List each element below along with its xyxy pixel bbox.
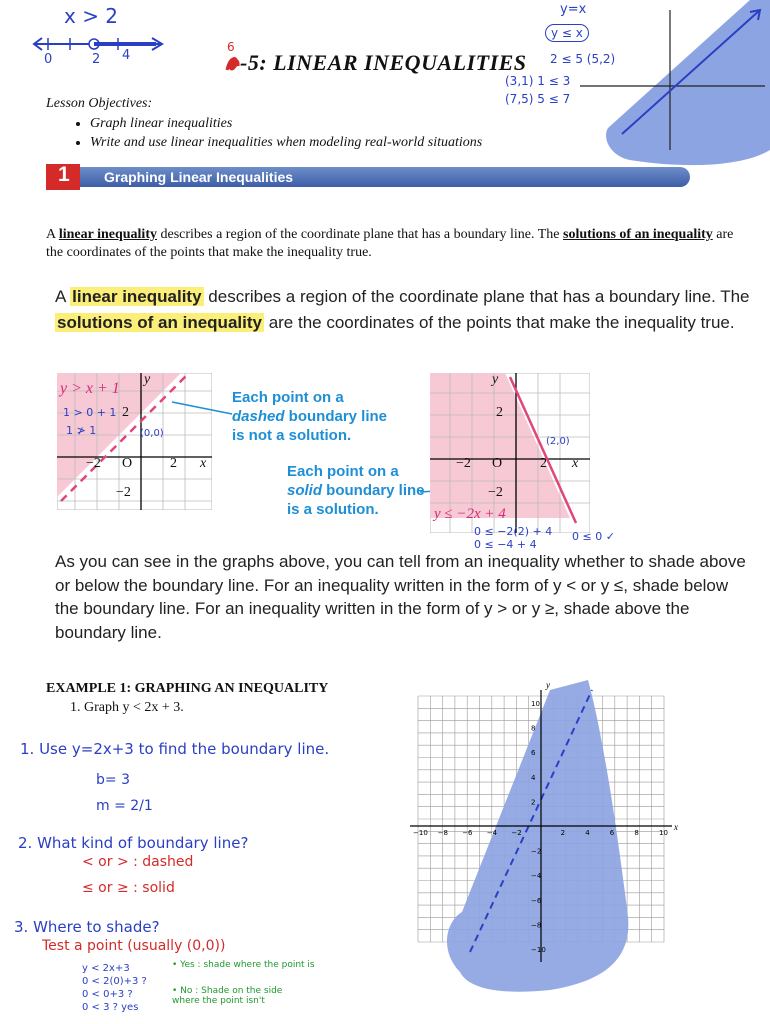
banner-number: 1	[58, 163, 70, 186]
graph1-note: 1 > 0 + 1	[63, 406, 117, 419]
graph1-xtick-2: 2	[170, 456, 177, 471]
graph1-note: 1 ≯ 1	[66, 424, 97, 437]
page-title: -5: LINEAR INEQUALITIES	[240, 50, 527, 75]
hand-dashed: < or > : dashed	[82, 854, 194, 870]
hand-step1: 1. Use y=2x+3 to find the boundary line.	[20, 740, 330, 758]
graph2-ytick-neg2: −2	[488, 485, 503, 500]
hand-b: b= 3	[96, 772, 130, 788]
title-prefix-scribble: 6	[227, 40, 235, 54]
hand-m: m = 2/1	[96, 798, 153, 814]
graph2-xtick-2: 2	[540, 456, 547, 471]
graph1-origin: O	[122, 456, 133, 471]
y-tick-label: 2	[531, 798, 536, 807]
x-tick-label: 10	[659, 829, 668, 837]
objectives-heading: Lesson Objectives:	[46, 96, 153, 111]
definition-paragraph: A linear inequality describes a region of the coordinate plane that has a boundary line. The solutions of an inequality are the coordinates of the points that make the inequality true.	[46, 227, 734, 260]
numberline-tick-4: 4	[122, 48, 131, 63]
textbook-paragraph-1: A linear inequality describes a region of the coordinate plane that has a boundary line. The solutions of an inequality are the coordinates of the points that make the inequality true.	[55, 287, 750, 332]
note-y-le-x: y ≤ x	[545, 24, 589, 42]
y-tick-label: 6	[531, 749, 536, 758]
graph2-origin: O	[492, 456, 503, 471]
shaded-region	[447, 680, 628, 992]
x-tick-label: −6	[462, 829, 473, 837]
y-tick-label: −6	[531, 896, 542, 905]
graph2-xtick-neg2: −2	[456, 456, 471, 471]
graph2-note: (2,0)	[546, 436, 570, 447]
numberline-tick-0: 0	[44, 52, 53, 67]
hand-test: Test a point (usually (0,0))	[42, 938, 226, 954]
y-tick-label: −8	[531, 921, 542, 930]
note-point-2: (3,1) 1 ≤ 3	[505, 74, 571, 88]
graph1-xtick-neg2: −2	[86, 456, 101, 471]
y-tick-label: 10	[531, 700, 540, 708]
note-y-eq-x: y=x	[560, 2, 587, 17]
example-grid-graph	[400, 672, 690, 992]
sketch-graph-y-le-x	[560, 0, 770, 170]
hand-no-note: • No : Shade on the side where the point isn't	[172, 986, 283, 1006]
x-tick-label: 6	[609, 829, 615, 837]
graph1-ytick-neg2: −2	[116, 485, 131, 500]
example-title: EXAMPLE 1: GRAPHING AN INEQUALITY	[46, 681, 329, 696]
hand-yes-note: • Yes : shade where the point is	[172, 960, 315, 970]
note-x-gt-2: x > 2	[64, 4, 119, 28]
x-tick-label: −4	[486, 829, 498, 837]
note-point-1: 2 ≤ 5 (5,2)	[550, 52, 616, 66]
graph2-note: 0 ≤ 0 ✓	[572, 530, 615, 543]
graph1-inequality: y > x + 1	[60, 380, 120, 397]
graph2-ytick-2: 2	[496, 405, 503, 420]
objective-item: • Graph linear inequalities	[90, 116, 482, 132]
banner-label: Graphing Linear Inequalities	[104, 169, 294, 185]
example-item: 1. Graph y < 2x + 3.	[70, 700, 184, 715]
callout-dashed: Each point on a dashed boundary line is not a solution.	[232, 389, 388, 444]
hand-step2: 2. What kind of boundary line?	[18, 834, 249, 852]
y-tick-label: 4	[531, 773, 536, 782]
y-tick-label: −4	[531, 872, 542, 881]
graph1-ytick-2: 2	[122, 405, 129, 420]
graph2-note: 0 ≤ −4 + 4	[474, 538, 537, 551]
lesson-objectives	[46, 96, 482, 154]
graph2-note: 0 ≤ −2(2) + 4	[474, 525, 553, 538]
hand-step3: 3. Where to shade?	[14, 918, 160, 936]
graph2-inequality: y ≤ −2x + 4	[434, 506, 506, 522]
graph2-x-label: x	[572, 456, 579, 471]
y-tick-label: −2	[531, 847, 542, 856]
note-point-3: (7,5) 5 ≤ 7	[505, 92, 571, 106]
x-tick-label: −8	[437, 829, 448, 837]
x-tick-label: 2	[560, 829, 566, 837]
hand-solid: ≤ or ≥ : solid	[82, 880, 175, 896]
term-solutions: solutions of an inequality	[563, 227, 713, 242]
x-tick-label: 4	[585, 829, 590, 837]
grid-y-label: y	[546, 680, 550, 690]
x-tick-label: 8	[634, 829, 639, 837]
x-tick-label: −2	[511, 829, 522, 837]
graph2-y-label: y	[492, 372, 499, 387]
graph1-x-label: x	[200, 456, 207, 471]
textbook-paragraph-2: As you can see in the graphs above, you can tell from an inequality whether to shade above or below the boundary line. For an inequality written in the form of y < or y ≤, shade below the boundary line. For an inequality written in the form of y > or y ≥, shade above the boundary line.	[55, 552, 746, 642]
callout1-leader	[170, 398, 240, 418]
y-tick-label: 8	[531, 724, 536, 733]
term-linear-inequality: linear inequality	[58, 227, 157, 242]
graph1-y-label: y	[144, 372, 151, 387]
numberline-tick-2: 2	[92, 52, 101, 67]
graph1-note: (0,0)	[140, 428, 164, 439]
y-tick-label: −10	[531, 946, 546, 954]
x-tick-label: −10	[413, 829, 428, 837]
callout-solid: Each point on a solid boundary line is a solution.	[287, 463, 425, 518]
grid-x-label: x	[674, 822, 678, 832]
objective-item: • Write and use linear inequalities when modeling real-world situations	[90, 135, 482, 151]
hand-work: y < 2x+3 0 < 2(0)+3 ? 0 < 0+3 ? 0 < 3 ? yes	[82, 963, 147, 1013]
